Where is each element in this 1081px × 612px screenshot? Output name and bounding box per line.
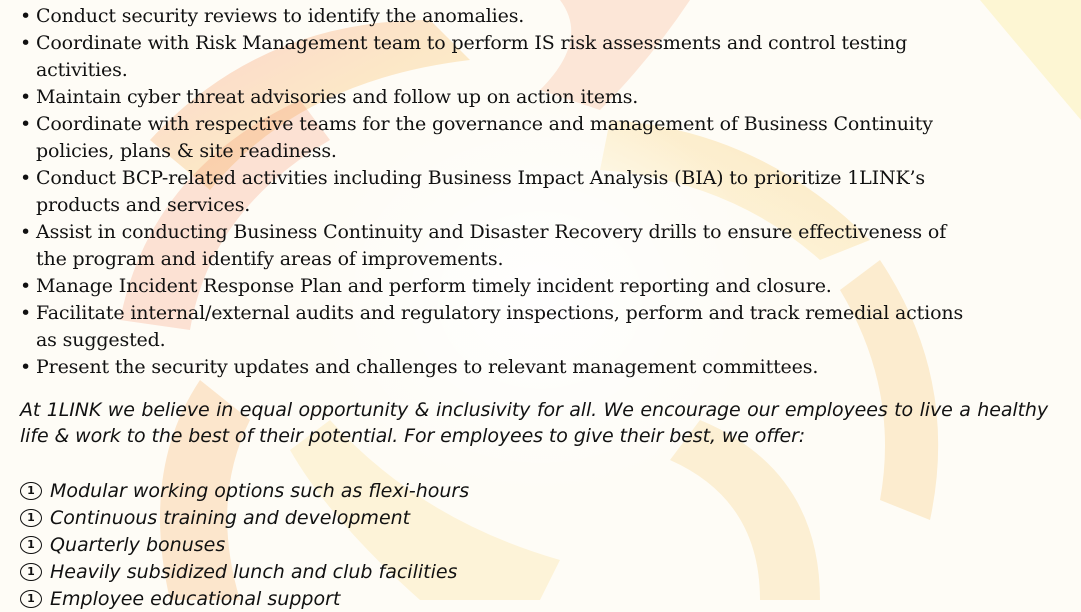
bullet-icon: • [20, 275, 32, 297]
list-item-text: Present the security updates and challenges to relevant management committees. [36, 356, 819, 378]
list-item [20, 273, 1060, 300]
benefits-list [20, 477, 1060, 612]
list-item [20, 300, 1060, 354]
benefit-text: Quarterly bonuses [50, 533, 226, 556]
bullet-icon: • [20, 113, 32, 135]
benefit-text: Employee educational support [50, 587, 341, 610]
bullet-icon: • [20, 167, 32, 189]
list-item [20, 504, 1060, 531]
list-item [20, 111, 1060, 165]
list-item-text: Manage Incident Response Plan and perform timely incident reporting and closure. [36, 275, 832, 297]
list-item [20, 531, 1060, 558]
list-item-text: Conduct BCP-related activities including Business Impact Analysis (BIA) to prioritize 1LINK’s products and services. [36, 167, 925, 216]
benefit-text: Modular working options such as flexi-hours [50, 479, 470, 502]
responsibilities-list [20, 3, 1060, 381]
bullet-icon: • [20, 5, 32, 27]
list-item-text: Maintain cyber threat advisories and follow up on action items. [36, 86, 639, 108]
bullet-icon: • [20, 221, 32, 243]
bullet-icon: • [20, 86, 32, 108]
list-item [20, 585, 1060, 612]
benefit-text: Continuous training and development [50, 506, 411, 529]
numbered-circle-icon: 1 [20, 482, 50, 500]
numbered-circle-icon: 1 [20, 536, 50, 554]
list-item [20, 84, 1060, 111]
bullet-icon: • [20, 356, 32, 378]
bullet-icon: • [20, 32, 32, 54]
numbered-circle-icon: 1 [20, 509, 50, 527]
numbered-circle-icon: 1 [20, 563, 50, 581]
list-item-text: Coordinate with respective teams for the governance and management of Business Continuity policies, plans & site readiness. [36, 113, 933, 162]
list-item-text: Conduct security reviews to identify the anomalies. [36, 5, 525, 27]
list-item-text: Coordinate with Risk Management team to perform IS risk assessments and control testing activities. [36, 32, 908, 81]
list-item [20, 558, 1060, 585]
list-item [20, 3, 1060, 30]
list-item [20, 165, 1060, 219]
list-item [20, 219, 1060, 273]
bullet-icon: • [20, 302, 32, 324]
list-item [20, 354, 1060, 381]
list-item [20, 477, 1060, 504]
inclusivity-statement: At 1LINK we believe in equal opportunity & inclusivity for all. We encourage our employees to live a healthy life & work to the best of their potential. For employees to give their best, we offer: [20, 399, 1048, 447]
list-item-text: Assist in conducting Business Continuity and Disaster Recovery drills to ensure effectiveness of the program and identify areas of improvements. [36, 221, 947, 270]
list-item [20, 30, 1060, 84]
numbered-circle-icon: 1 [20, 590, 50, 608]
benefit-text: Heavily subsidized lunch and club facilities [50, 560, 458, 583]
list-item-text: Facilitate internal/external audits and regulatory inspections, perform and track remedial actions as suggested. [36, 302, 964, 351]
